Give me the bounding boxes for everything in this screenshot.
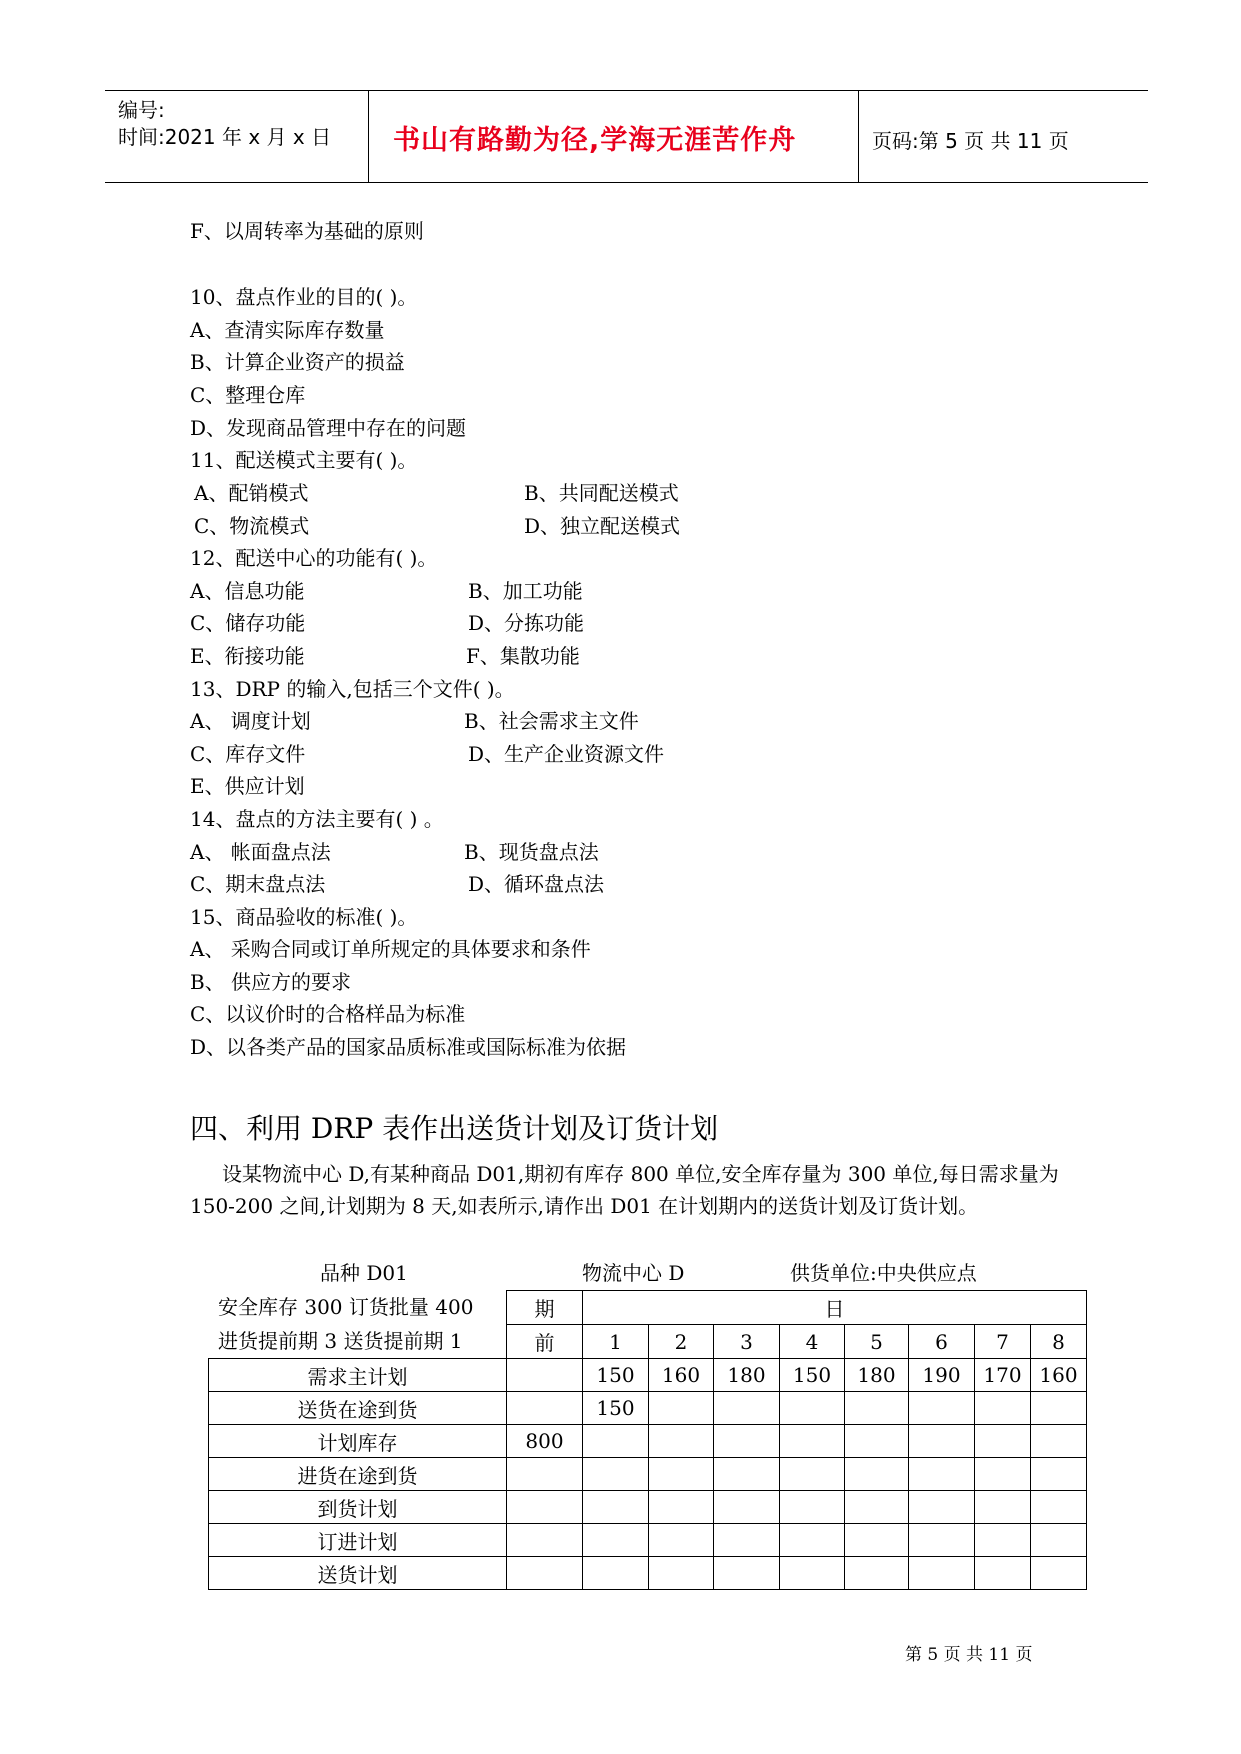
day-cell-1 xyxy=(583,1458,649,1491)
row-label: 进货在途到货 xyxy=(209,1458,507,1491)
q12-option-e: E、衔接功能 xyxy=(190,644,305,668)
day-cell-7 xyxy=(975,1524,1031,1557)
day-cell-6 xyxy=(909,1557,975,1590)
q15-option-d: D、以各类产品的国家品质标准或国际标准为依据 xyxy=(190,1035,627,1059)
day-cell-5: 180 xyxy=(845,1359,909,1392)
day-cell-3 xyxy=(714,1524,780,1557)
day-cell-3: 180 xyxy=(714,1359,780,1392)
day-cell-6: 190 xyxy=(909,1359,975,1392)
question-14: 14、盘点的方法主要有( ) 。 xyxy=(190,807,444,831)
day-cell-6 xyxy=(909,1458,975,1491)
day-label: 日 xyxy=(583,1291,1087,1325)
question-13: 13、DRP 的输入,包括三个文件( )。 xyxy=(190,677,515,701)
day-cell-2 xyxy=(649,1392,714,1425)
info-line-1: 安全库存 300 订货批量 400 xyxy=(218,1295,474,1319)
section-title: 四、利用 DRP 表作出送货计划及订货计划 xyxy=(190,1112,719,1145)
day-cell-7 xyxy=(975,1557,1031,1590)
day-cell-2 xyxy=(649,1458,714,1491)
row-label: 订进计划 xyxy=(209,1524,507,1557)
day-cell-8 xyxy=(1031,1491,1087,1524)
day-cell-2 xyxy=(649,1524,714,1557)
day-7: 7 xyxy=(975,1325,1031,1359)
q13-option-b: B、社会需求主文件 xyxy=(464,709,639,733)
q10-option-a: A、查清实际库存数量 xyxy=(190,318,385,342)
day-cell-3 xyxy=(714,1458,780,1491)
q13-option-d: D、生产企业资源文件 xyxy=(468,742,665,766)
day-cell-4 xyxy=(780,1557,845,1590)
day-cell-7: 170 xyxy=(975,1359,1031,1392)
q10-option-c: C、整理仓库 xyxy=(190,383,306,407)
period-cell: 800 xyxy=(507,1425,583,1458)
day-cell-6 xyxy=(909,1524,975,1557)
q10-option-b: B、计算企业资产的损益 xyxy=(190,350,405,374)
day-cell-2 xyxy=(649,1557,714,1590)
day-cell-5 xyxy=(845,1392,909,1425)
day-cell-3 xyxy=(714,1425,780,1458)
day-cell-3 xyxy=(714,1392,780,1425)
day-cell-2: 160 xyxy=(649,1359,714,1392)
section-paragraph: 设某物流中心 D,有某种商品 D01,期初有库存 800 单位,安全库存量为 300 单位,每日需求量为 150-200 之间,计划期为 8 天,如表所示,请作出 D01 在计划期内的送货计划及订货计划。 xyxy=(190,1162,1059,1218)
q15-option-c: C、以议价时的合格样品为标准 xyxy=(190,1002,466,1026)
day-cell-2 xyxy=(649,1425,714,1458)
q12-option-d: D、分拣功能 xyxy=(468,611,585,635)
day-cell-8: 160 xyxy=(1031,1359,1087,1392)
table-row xyxy=(209,1524,1087,1557)
table-caption-item: 品种 D01 xyxy=(320,1261,408,1285)
q13-option-c: C、库存文件 xyxy=(190,742,306,766)
day-cell-4 xyxy=(780,1425,845,1458)
time-label: 时间:2021 年 x 月 x 日 xyxy=(118,125,332,149)
day-cell-1 xyxy=(583,1557,649,1590)
day-cell-4 xyxy=(780,1524,845,1557)
row-label: 需求主计划 xyxy=(209,1359,507,1392)
day-cell-4 xyxy=(780,1491,845,1524)
day-cell-5 xyxy=(845,1524,909,1557)
day-cell-4 xyxy=(780,1392,845,1425)
day-cell-1 xyxy=(583,1524,649,1557)
day-cell-3 xyxy=(714,1557,780,1590)
table-row xyxy=(209,1491,1087,1524)
day-2: 2 xyxy=(649,1325,714,1359)
day-6: 6 xyxy=(909,1325,975,1359)
period-label-bottom: 前 xyxy=(507,1325,583,1359)
day-4: 4 xyxy=(780,1325,845,1359)
q12-option-a: A、信息功能 xyxy=(190,579,305,603)
question-15: 15、商品验收的标准( )。 xyxy=(190,905,418,929)
day-1: 1 xyxy=(583,1325,649,1359)
day-cell-5 xyxy=(845,1491,909,1524)
table-row xyxy=(209,1359,1087,1392)
table-caption-supplier: 供货单位:中央供应点 xyxy=(790,1261,977,1285)
day-cell-4 xyxy=(780,1458,845,1491)
row-label: 计划库存 xyxy=(209,1425,507,1458)
row-label: 送货在途到货 xyxy=(209,1392,507,1425)
table-caption-center: 物流中心 D xyxy=(582,1261,685,1285)
day-cell-6 xyxy=(909,1392,975,1425)
day-cell-7 xyxy=(975,1425,1031,1458)
header-bottom-rule xyxy=(105,182,1148,183)
serial-label: 编号: xyxy=(118,98,165,122)
day-cell-1: 150 xyxy=(583,1392,649,1425)
table-row xyxy=(209,1392,1087,1425)
q14-option-b: B、现货盘点法 xyxy=(464,840,599,864)
q15-option-a: A、 采购合同或订单所规定的具体要求和条件 xyxy=(190,937,591,961)
q14-option-d: D、循环盘点法 xyxy=(468,872,605,896)
q11-option-a: A、配销模式 xyxy=(194,481,309,505)
option-f-turnover: F、以周转率为基础的原则 xyxy=(190,219,424,243)
row-label: 到货计划 xyxy=(209,1491,507,1524)
table-row xyxy=(209,1557,1087,1590)
day-cell-1: 150 xyxy=(583,1359,649,1392)
q11-option-d: D、独立配送模式 xyxy=(524,514,681,538)
q12-option-b: B、加工功能 xyxy=(468,579,583,603)
q10-option-d: D、发现商品管理中存在的问题 xyxy=(190,416,467,440)
footer-page-number: 第 5 页 共 11 页 xyxy=(905,1645,1033,1665)
day-5: 5 xyxy=(845,1325,909,1359)
period-cell xyxy=(507,1392,583,1425)
day-cell-8 xyxy=(1031,1425,1087,1458)
day-cell-2 xyxy=(649,1491,714,1524)
day-cell-5 xyxy=(845,1425,909,1458)
period-cell xyxy=(507,1557,583,1590)
q12-option-f: F、集散功能 xyxy=(466,644,580,668)
question-12: 12、配送中心的功能有( )。 xyxy=(190,546,438,570)
table-row xyxy=(209,1458,1087,1491)
day-cell-6 xyxy=(909,1491,975,1524)
day-cell-7 xyxy=(975,1491,1031,1524)
q11-option-c: C、物流模式 xyxy=(194,514,310,538)
day-cell-1 xyxy=(583,1425,649,1458)
day-cell-8 xyxy=(1031,1557,1087,1590)
day-cell-5 xyxy=(845,1557,909,1590)
q12-option-c: C、储存功能 xyxy=(190,611,306,635)
day-cell-3 xyxy=(714,1491,780,1524)
table-row xyxy=(209,1425,1087,1458)
question-11: 11、配送模式主要有( )。 xyxy=(190,448,418,472)
period-label-top: 期 xyxy=(507,1291,583,1325)
period-cell xyxy=(507,1491,583,1524)
row-label: 送货计划 xyxy=(209,1557,507,1590)
q14-option-a: A、 帐面盘点法 xyxy=(190,840,331,864)
header-divider-left xyxy=(368,91,369,183)
header-top-rule xyxy=(105,90,1148,91)
info-line-2: 进货提前期 3 送货提前期 1 xyxy=(218,1329,463,1353)
page-info: 页码:第 5 页 共 11 页 xyxy=(872,129,1069,153)
day-3: 3 xyxy=(714,1325,780,1359)
day-cell-8 xyxy=(1031,1458,1087,1491)
day-cell-1 xyxy=(583,1491,649,1524)
header-divider-right xyxy=(858,91,859,183)
q13-option-a: A、 调度计划 xyxy=(190,709,311,733)
period-cell xyxy=(507,1458,583,1491)
drp-table xyxy=(208,1290,1087,1590)
day-cell-8 xyxy=(1031,1392,1087,1425)
day-cell-7 xyxy=(975,1458,1031,1491)
day-cell-6 xyxy=(909,1425,975,1458)
q11-option-b: B、共同配送模式 xyxy=(524,481,679,505)
q13-option-e: E、供应计划 xyxy=(190,774,305,798)
question-10: 10、盘点作业的目的( )。 xyxy=(190,285,418,309)
day-cell-7 xyxy=(975,1392,1031,1425)
period-cell xyxy=(507,1359,583,1392)
table-header-row-1 xyxy=(209,1291,1087,1325)
day-cell-4: 150 xyxy=(780,1359,845,1392)
day-cell-5 xyxy=(845,1458,909,1491)
day-8: 8 xyxy=(1031,1325,1087,1359)
q15-option-b: B、 供应方的要求 xyxy=(190,970,352,994)
day-cell-8 xyxy=(1031,1524,1087,1557)
q14-option-c: C、期末盘点法 xyxy=(190,872,326,896)
header-motto: 书山有路勤为径,学海无涯苦作舟 xyxy=(393,125,797,156)
period-cell xyxy=(507,1524,583,1557)
table-header-row-2 xyxy=(209,1325,1087,1359)
